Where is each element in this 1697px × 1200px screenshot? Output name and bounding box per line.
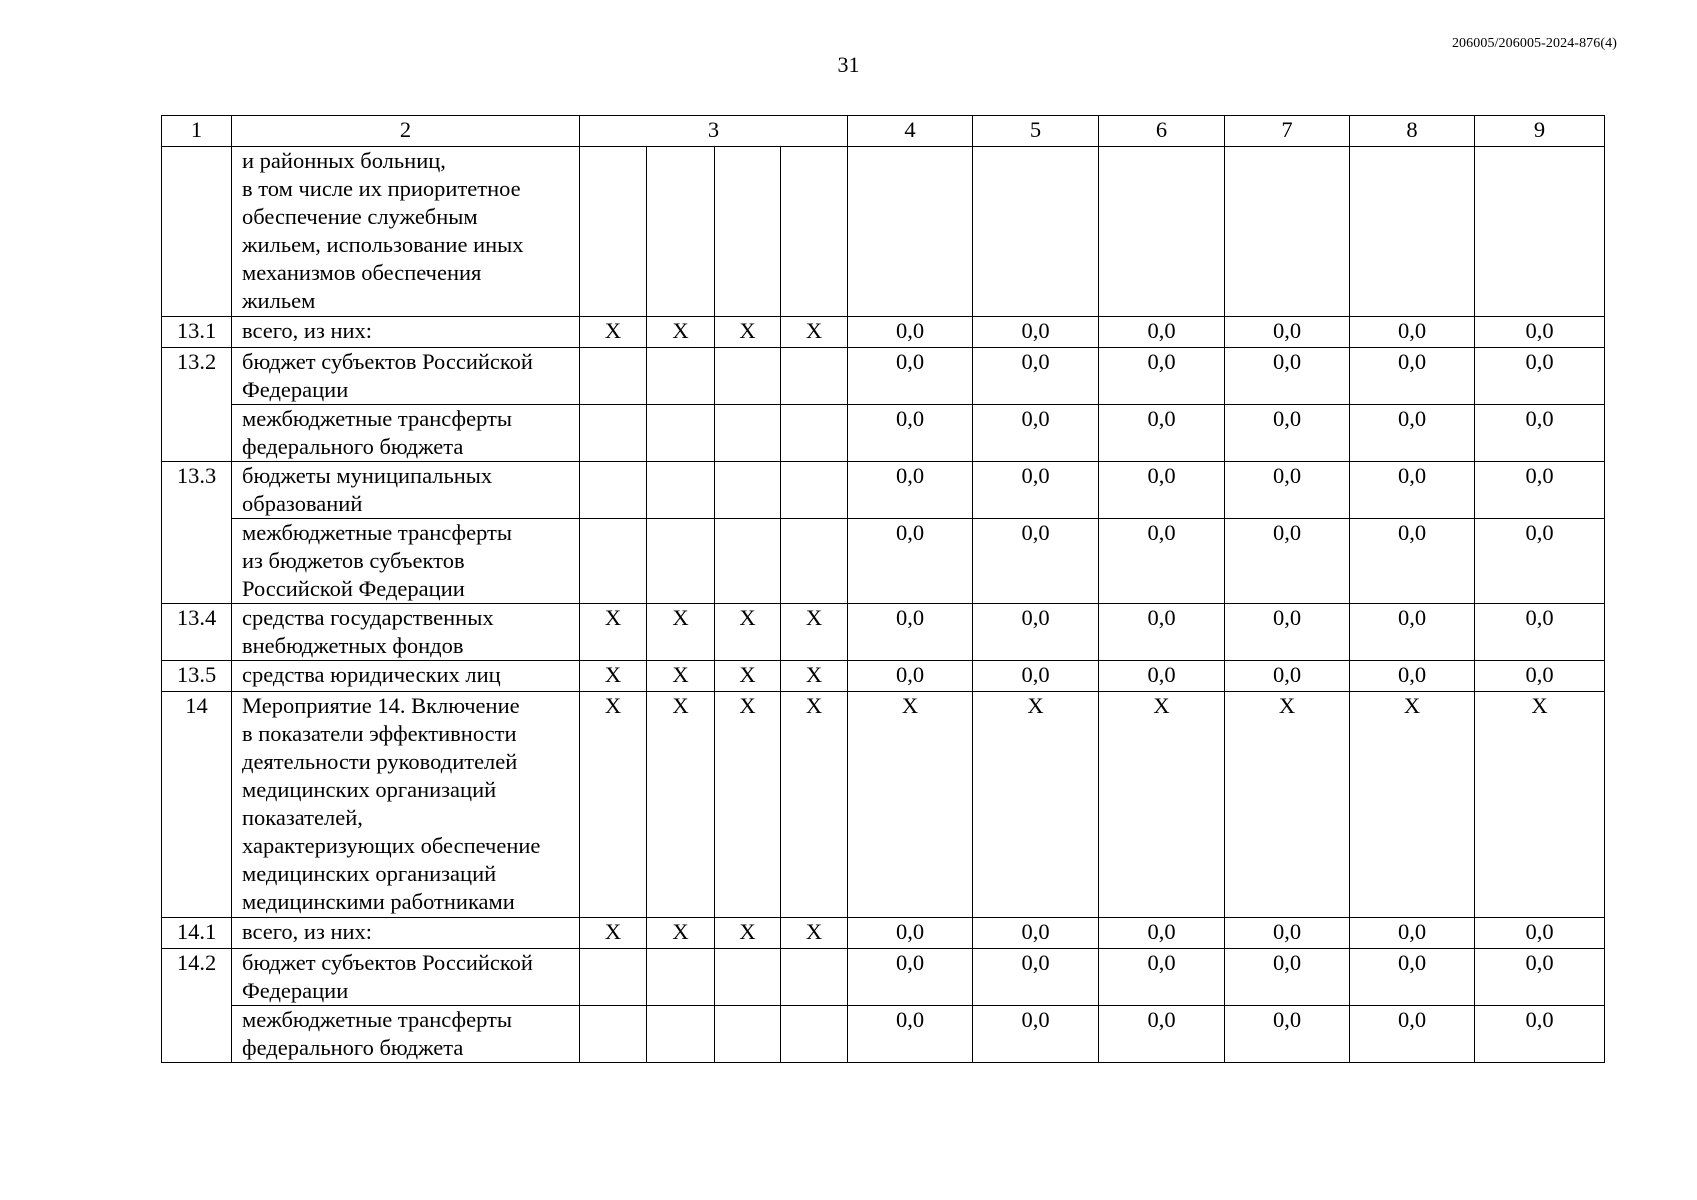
mark-cell — [781, 519, 848, 604]
mark-cell — [781, 1006, 848, 1063]
value-cell: 0,0 — [1475, 949, 1605, 1006]
header-cell: 4 — [848, 116, 973, 147]
value-cell — [848, 147, 973, 317]
table-row — [162, 949, 1605, 1006]
value-cell: 0,0 — [1350, 405, 1475, 462]
value-cell: 0,0 — [1350, 918, 1475, 949]
mark-cell — [580, 405, 647, 462]
mark-cell — [715, 519, 781, 604]
row-label — [232, 348, 580, 405]
mark-cell — [647, 405, 715, 462]
mark-cell: X — [580, 661, 647, 692]
row-label — [232, 949, 580, 1006]
value-cell: 0,0 — [848, 604, 973, 661]
mark-cell — [580, 1006, 647, 1063]
row-label — [232, 317, 580, 348]
value-cell: 0,0 — [1099, 317, 1225, 348]
row-label-line: медицинских организаций — [242, 777, 497, 802]
table-row — [162, 918, 1605, 949]
mark-cell: X — [580, 918, 647, 949]
row-label-line: бюджет субъектов Российской — [242, 950, 533, 975]
value-cell: 0,0 — [1225, 1006, 1350, 1063]
value-cell: 0,0 — [1350, 949, 1475, 1006]
row-label-line: показателей, — [242, 805, 363, 830]
mark-cell — [781, 462, 848, 519]
value-cell — [1475, 147, 1605, 317]
row-label — [232, 918, 580, 949]
mark-cell — [647, 462, 715, 519]
row-label — [232, 147, 580, 317]
row-number: 13.4 — [162, 604, 232, 661]
value-cell: 0,0 — [1475, 317, 1605, 348]
value-cell: 0,0 — [973, 604, 1099, 661]
row-number: 14.2 — [162, 949, 232, 1063]
mark-cell — [647, 949, 715, 1006]
value-cell: 0,0 — [1225, 661, 1350, 692]
row-label-line: Федерации — [242, 377, 349, 402]
value-cell: 0,0 — [1475, 462, 1605, 519]
table-row — [162, 1006, 1605, 1063]
row-label-line: в том числе их приоритетное — [242, 176, 521, 201]
row-label-line: обеспечение служебным — [242, 204, 478, 229]
mark-cell: X — [715, 604, 781, 661]
value-cell: 0,0 — [1099, 348, 1225, 405]
row-label-line: федерального бюджета — [242, 434, 464, 459]
value-cell: 0,0 — [1475, 348, 1605, 405]
financing-table — [161, 115, 1605, 1063]
mark-cell: X — [781, 661, 848, 692]
mark-cell: X — [580, 604, 647, 661]
row-label-line: механизмов обеспечения — [242, 260, 482, 285]
row-label — [232, 692, 580, 918]
mark-cell: X — [781, 918, 848, 949]
value-cell: 0,0 — [1225, 604, 1350, 661]
header-cell: 3 — [580, 116, 848, 147]
value-cell: 0,0 — [1225, 949, 1350, 1006]
value-cell: 0,0 — [973, 519, 1099, 604]
table-header-row — [162, 116, 1605, 147]
row-label-line: средства юридических лиц — [242, 662, 501, 687]
mark-cell — [715, 348, 781, 405]
table-row — [162, 405, 1605, 462]
mark-cell — [715, 949, 781, 1006]
value-cell: 0,0 — [848, 348, 973, 405]
table-row — [162, 519, 1605, 604]
value-cell: 0,0 — [973, 918, 1099, 949]
value-cell: 0,0 — [848, 405, 973, 462]
row-number: 14.1 — [162, 918, 232, 949]
value-cell: 0,0 — [1099, 519, 1225, 604]
value-cell: 0,0 — [1475, 918, 1605, 949]
row-label-line: бюджеты муниципальных — [242, 463, 493, 488]
mark-cell: X — [580, 692, 647, 918]
row-number: 13.3 — [162, 462, 232, 604]
value-cell: 0,0 — [1225, 918, 1350, 949]
row-label-line: жильем — [242, 288, 316, 313]
mark-cell: X — [647, 918, 715, 949]
value-cell: 0,0 — [1350, 317, 1475, 348]
row-label — [232, 661, 580, 692]
mark-cell — [781, 949, 848, 1006]
mark-cell — [781, 405, 848, 462]
row-label-line: межбюджетные трансферты — [242, 520, 512, 545]
row-label-line: жильем, использование иных — [242, 232, 524, 257]
value-cell: 0,0 — [848, 1006, 973, 1063]
value-cell: 0,0 — [1225, 519, 1350, 604]
value-cell: 0,0 — [1350, 348, 1475, 405]
value-cell: 0,0 — [1099, 918, 1225, 949]
row-label-line: медицинских организаций — [242, 861, 497, 886]
value-cell: 0,0 — [973, 462, 1099, 519]
value-cell: 0,0 — [1225, 317, 1350, 348]
value-cell: 0,0 — [848, 462, 973, 519]
mark-cell — [647, 147, 715, 317]
row-label-line: средства государственных — [242, 605, 494, 630]
value-cell: 0,0 — [1099, 405, 1225, 462]
value-cell: X — [1225, 692, 1350, 918]
value-cell: 0,0 — [848, 949, 973, 1006]
value-cell: 0,0 — [1099, 462, 1225, 519]
mark-cell — [715, 1006, 781, 1063]
row-label-line: в показатели эффективности — [242, 721, 517, 746]
row-number — [162, 147, 232, 317]
row-label — [232, 1006, 580, 1063]
value-cell: 0,0 — [848, 918, 973, 949]
mark-cell: X — [781, 692, 848, 918]
value-cell: 0,0 — [1475, 405, 1605, 462]
mark-cell: X — [580, 317, 647, 348]
mark-cell: X — [647, 661, 715, 692]
row-label-line: образований — [242, 491, 363, 516]
value-cell: 0,0 — [1225, 405, 1350, 462]
mark-cell: X — [647, 604, 715, 661]
value-cell: 0,0 — [1350, 519, 1475, 604]
value-cell: 0,0 — [973, 348, 1099, 405]
value-cell: 0,0 — [1225, 348, 1350, 405]
mark-cell — [580, 462, 647, 519]
value-cell: 0,0 — [973, 317, 1099, 348]
value-cell: 0,0 — [1475, 1006, 1605, 1063]
value-cell: 0,0 — [848, 317, 973, 348]
value-cell — [973, 147, 1099, 317]
value-cell: X — [1099, 692, 1225, 918]
mark-cell: X — [647, 692, 715, 918]
value-cell: 0,0 — [848, 661, 973, 692]
row-number: 14 — [162, 692, 232, 918]
mark-cell — [781, 147, 848, 317]
row-label — [232, 519, 580, 604]
row-label-line: бюджет субъектов Российской — [242, 349, 533, 374]
mark-cell — [781, 348, 848, 405]
header-cell: 5 — [973, 116, 1099, 147]
header-cell: 6 — [1099, 116, 1225, 147]
mark-cell — [715, 462, 781, 519]
row-label-line: всего, из них: — [242, 919, 373, 944]
table-row — [162, 462, 1605, 519]
table-row — [162, 604, 1605, 661]
mark-cell — [715, 147, 781, 317]
mark-cell: X — [715, 692, 781, 918]
mark-cell — [647, 519, 715, 604]
header-cell: 8 — [1350, 116, 1475, 147]
mark-cell — [647, 1006, 715, 1063]
value-cell: 0,0 — [1225, 462, 1350, 519]
value-cell — [1225, 147, 1350, 317]
row-number: 13.2 — [162, 348, 232, 462]
mark-cell: X — [781, 604, 848, 661]
value-cell: 0,0 — [973, 1006, 1099, 1063]
value-cell: 0,0 — [1350, 661, 1475, 692]
table-row — [162, 317, 1605, 348]
row-label-line: из бюджетов субъектов — [242, 548, 465, 573]
value-cell: X — [973, 692, 1099, 918]
value-cell — [1350, 147, 1475, 317]
mark-cell — [647, 348, 715, 405]
row-label-line: Федерации — [242, 978, 349, 1003]
value-cell: 0,0 — [1350, 1006, 1475, 1063]
value-cell: 0,0 — [1475, 604, 1605, 661]
value-cell: 0,0 — [1099, 604, 1225, 661]
header-cell: 7 — [1225, 116, 1350, 147]
mark-cell: X — [781, 317, 848, 348]
value-cell: 0,0 — [1475, 661, 1605, 692]
row-number: 13.1 — [162, 317, 232, 348]
row-label-line: внебюджетных фондов — [242, 633, 464, 658]
table-row — [162, 147, 1605, 317]
row-label-line: деятельности руководителей — [242, 749, 518, 774]
row-label-line: Мероприятие 14. Включение — [242, 693, 520, 718]
mark-cell: X — [715, 661, 781, 692]
header-cell: 9 — [1475, 116, 1605, 147]
value-cell: X — [1350, 692, 1475, 918]
mark-cell: X — [715, 918, 781, 949]
value-cell: 0,0 — [973, 405, 1099, 462]
row-label-line: характеризующих обеспечение — [242, 833, 541, 858]
header-cell: 1 — [162, 116, 232, 147]
row-label-line: межбюджетные трансферты — [242, 1007, 512, 1032]
mark-cell — [580, 348, 647, 405]
value-cell: 0,0 — [1350, 604, 1475, 661]
mark-cell: X — [715, 317, 781, 348]
mark-cell — [580, 147, 647, 317]
page-number: 31 — [837, 52, 860, 77]
row-label-line: медицинскими работниками — [242, 889, 515, 914]
value-cell: 0,0 — [1350, 462, 1475, 519]
row-label-line: Российской Федерации — [242, 576, 465, 601]
row-label-line: межбюджетные трансферты — [242, 406, 512, 431]
mark-cell: X — [647, 317, 715, 348]
value-cell: X — [1475, 692, 1605, 918]
value-cell: 0,0 — [1099, 1006, 1225, 1063]
row-label-line: федерального бюджета — [242, 1035, 464, 1060]
row-label-line: всего, из них: — [242, 318, 373, 343]
value-cell: 0,0 — [973, 949, 1099, 1006]
mark-cell — [580, 519, 647, 604]
document-id: 206005/206005-2024-876(4) — [1451, 36, 1617, 51]
mark-cell — [580, 949, 647, 1006]
table-row — [162, 692, 1605, 918]
value-cell: 0,0 — [1099, 949, 1225, 1006]
value-cell: X — [848, 692, 973, 918]
row-label — [232, 405, 580, 462]
table-row — [162, 661, 1605, 692]
value-cell: 0,0 — [973, 661, 1099, 692]
value-cell: 0,0 — [1099, 661, 1225, 692]
row-label — [232, 462, 580, 519]
mark-cell — [715, 405, 781, 462]
row-label-line: и районных больниц, — [242, 148, 446, 173]
value-cell — [1099, 147, 1225, 317]
row-number: 13.5 — [162, 661, 232, 692]
header-cell: 2 — [232, 116, 580, 147]
row-label — [232, 604, 580, 661]
value-cell: 0,0 — [1475, 519, 1605, 604]
table-row — [162, 348, 1605, 405]
value-cell: 0,0 — [848, 519, 973, 604]
